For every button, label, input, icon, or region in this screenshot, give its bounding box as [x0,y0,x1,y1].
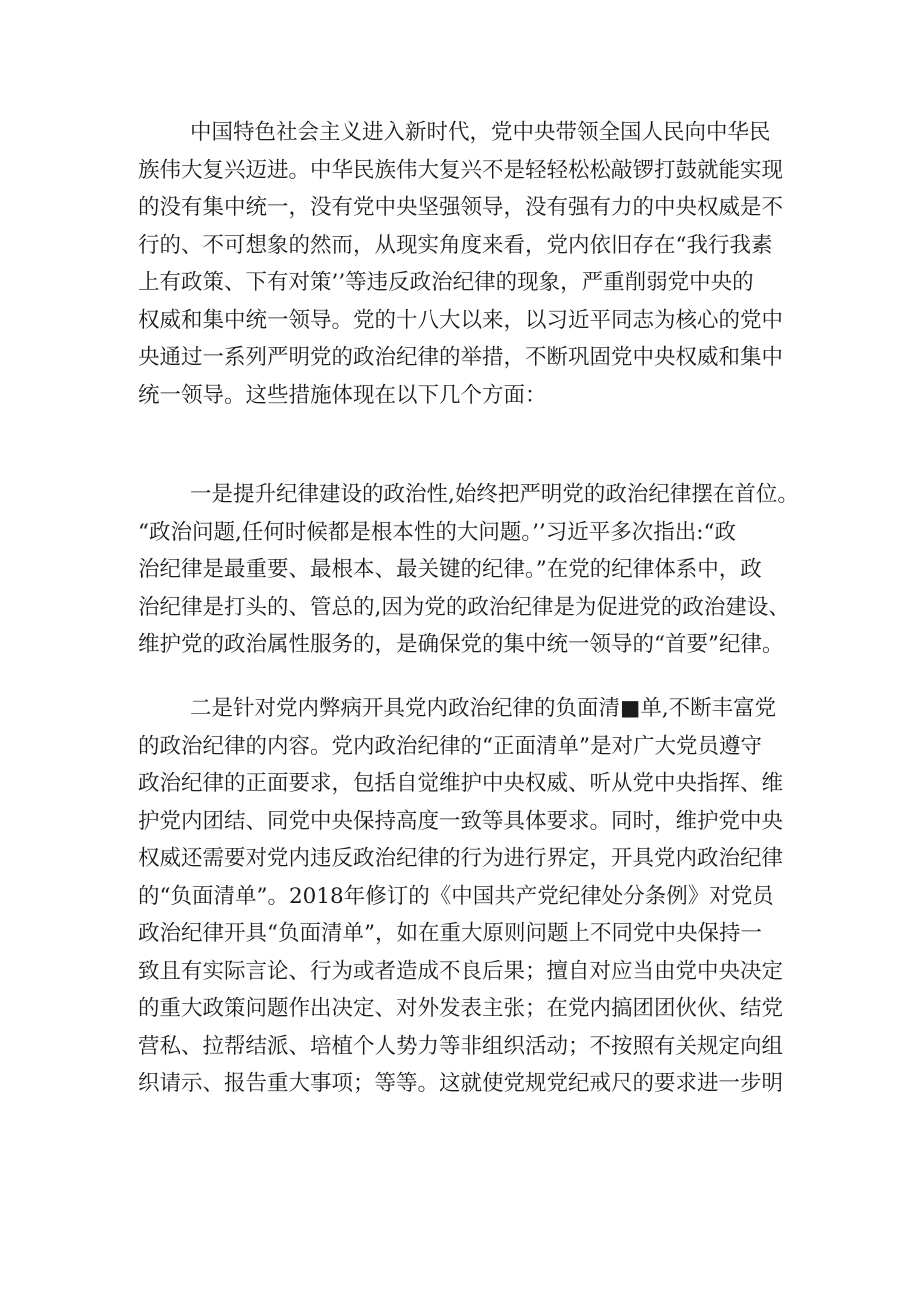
text-line: 治纪律是打头的、管总的,因为党的政治纪律是为促进党的政治建设、 [138,594,790,620]
text-line: 二是针对党内弊病开具党内政治纪律的负面清■单,不断丰富党 [190,696,777,721]
text-line: 的“负面清单”。2018年修订的《中国共产党纪律处分条例》对党员 [138,883,774,909]
text-line: 营私、拉帮结派、培植个人势力等非组织活动；不按照有关规定向组 [138,1033,784,1059]
text-line: 护党内团结、同党中央保持高度一致等具体要求。同时，维护党中央 [138,808,784,834]
text-line: 织请示、报告重大事项；等等。这就使党规党纪戒尺的要求进一步明 [138,1071,784,1096]
text-line: 权威还需要对党内违反政治纪律的行为进行界定，开具党内政治纪律 [138,846,784,871]
text-line: 一是提升纪律建设的政治性,始终把严明党的政治纪律摆在首位。 [190,482,799,507]
text-line: 上有政策、下有对策’’等违反政治纪律的现象，严重削弱党中央的 [138,270,754,295]
text-line: 央通过一系列严明党的政治纪律的举措，不断巩固党中央权威和集中 [138,345,784,370]
text-line: “政治问题,任何时候都是根本性的大问题。’’习近平多次指出:“政 [138,519,736,545]
text-line: 政治纪律开具“负面清单”，如在重大原则问题上不同党中央保持一 [138,921,762,946]
paragraph-point-two [138,690,798,1103]
text-line: 族伟大复兴迈进。中华民族伟大复兴不是轻轻松松敲锣打鼓就能实现 [138,157,784,183]
text-line: 的没有集中统一，没有党中央坚强领导，没有强有力的中央权威是不 [138,195,784,220]
text-line: 政治纪律的正面要求，包括自觉维护中央权威、听从党中央指挥、维 [138,771,784,796]
paragraph-intro [138,114,798,414]
text-line: 统一领导。这些措施体现在以下几个方面： [138,382,547,408]
paragraph-point-one [138,476,798,664]
text-line: 的政治纪律的内容。党内政治纪律的“正面清单”是对广大党员遵守 [138,733,762,759]
text-line: 中国特色社会主义进入新时代，党中央带领全国人民向中华民 [190,120,771,145]
text-line: 致且有实际言论、行为或者造成不良后果；擅自对应当由党中央决定 [138,958,784,984]
text-line: 权威和集中统一领导。党的十八大以来，以习近平同志为核心的党中 [138,307,784,333]
text-line: 的重大政策问题作出决定、对外发表主张；在党内搞团团伙伙、结党 [138,996,784,1021]
text-line: 行的、不可想象的然而，从现实角度来看，党内依旧存在“我行我素 [138,232,773,258]
text-line: 维护党的政治属性服务的，是确保党的集中统一领导的“首要”纪律。 [138,632,784,657]
text-line: 治纪律是最重要、最根本、最关键的纪律。”在党的纪律体系中，政 [138,557,762,582]
